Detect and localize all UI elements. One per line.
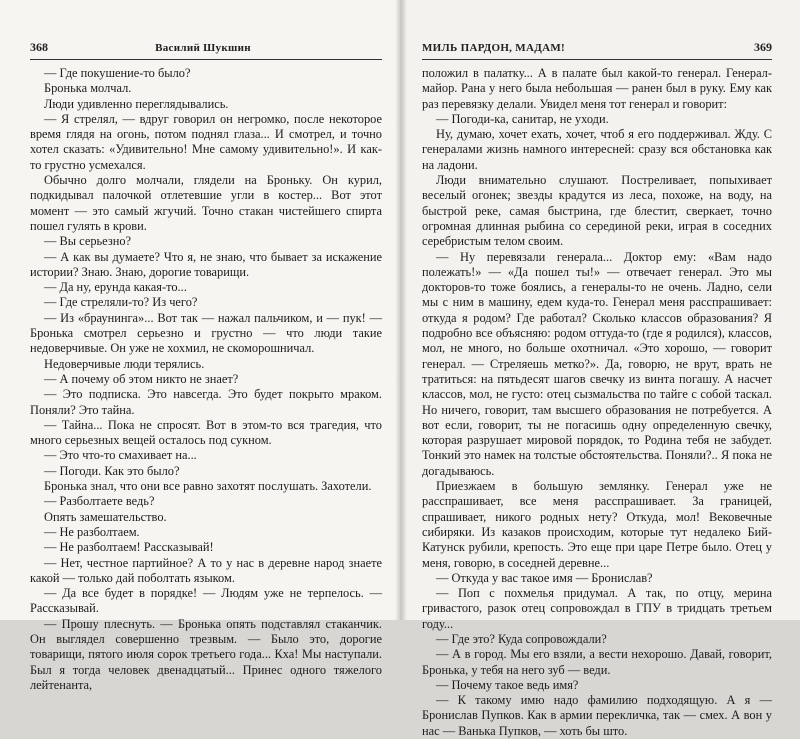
paragraph: — Я стрелял, — вдруг говорил он негромко, после некоторое время глядя на огонь, потом поднял глаза... И смотрел, и точно хотел сказать: «Удивительно! Мне самому удивительно!». И как-то грустно усмехался. bbox=[30, 111, 382, 172]
paragraph: — Откуда у вас такое имя — Бронислав? bbox=[436, 570, 653, 585]
paragraph: — Где это? Куда сопровождали? bbox=[436, 631, 607, 646]
right-page bbox=[400, 0, 800, 738]
paragraph: Опять замешательство. bbox=[44, 509, 167, 524]
paragraph: — Вы серьезно? bbox=[44, 234, 132, 249]
right-page-header bbox=[422, 40, 772, 60]
paragraph: — Да ну, ерунда какая-то... bbox=[44, 280, 187, 295]
paragraph: положил в палатку... А в палате был какой-то генерал. Генерал-майор. Рана у него была небольшая — ранен был в руку. Ему как раз перевязку делали. Увидел меня тот генерал и говорит: bbox=[422, 66, 772, 111]
paragraph: — Разболтаете ведь? bbox=[44, 494, 155, 509]
left-page-header bbox=[30, 40, 382, 60]
paragraph: — Погоди. Как это было? bbox=[44, 463, 180, 478]
left-page-text bbox=[30, 66, 382, 693]
paragraph: Приезжаем в большую землянку. Генерал уже не расспрашивает, все меня расспрашивает. За границей, спрашивает, никого родных нету? Откуда, мол! Вековечные сибиряки. Из казаков происходим, которые тут недалеко Бий-Катунск рубили, крепость. Это еще при царе Петре было. Отец у меня, говорю, в соседней деревне... bbox=[422, 479, 772, 570]
paragraph: Обычно долго молчали, глядели на Броньку. Он курил, подкидывал палочкой отлетевшие угли в костер... Вот этот момент — это самый жгучий. Точно стакан чистейшего спирта пошел гулять в крови. bbox=[30, 173, 382, 233]
paragraph: — Да все будет в порядке! — Людям уже не терпелось. — Рассказывай. bbox=[30, 586, 382, 616]
paragraph: Ну, думаю, хочет ехать, хочет, чтоб я его поддерживал. Жду. С генералами жизнь намного интересней: сразу вся обстановка как на ладони. bbox=[422, 127, 772, 172]
right-page-text bbox=[422, 66, 772, 739]
paragraph: — Погоди-ка, санитар, не уходи. bbox=[436, 111, 609, 126]
running-head: МИЛЬ ПАРДОН, МАДАМ! bbox=[422, 42, 565, 54]
paragraph: — Где покушение-то было? bbox=[44, 66, 191, 80]
left-page bbox=[0, 0, 400, 692]
paragraph: — Где стреляли-то? Из чего? bbox=[44, 295, 198, 310]
paragraph: — Почему такое ведь имя? bbox=[436, 677, 579, 692]
page-number: 368 bbox=[30, 40, 48, 54]
paragraph: — Поп с похмелья придумал. А так, по отцу, мерина гривастого, разок отец сопровождал в ГПУ в тридцать третьем году... bbox=[422, 586, 772, 631]
paragraph: Недоверчивые люди терялись. bbox=[44, 356, 205, 371]
paragraph: — Нет, честное партийное? А то у нас в деревне народ знаете какой — только дай поболтать языком. bbox=[30, 555, 382, 585]
paragraph: — Тайна... Пока не спросят. Вот в этом-то вся трагедия, что много серьезных вещей осталось под сукном. bbox=[30, 417, 382, 448]
running-head: Василий Шукшин bbox=[155, 42, 251, 54]
paragraph: — К такому имю надо фамилию подходящую. А я — Бронислав Пупков. Как в армии перекличка, так — смех. А вон у нас — Ванька Пупков, — хоть бы што. bbox=[422, 693, 772, 738]
book-gutter bbox=[395, 0, 407, 620]
paragraph: — А в город. Мы его взяли, а вести нехорошо. Давай, говорит, Бронька, у тебя на него зуб — веди. bbox=[422, 647, 772, 677]
page-number: 369 bbox=[754, 40, 772, 54]
paragraph: Люди внимательно слушают. Постреливает, попыхивает веселый огонек; звезды крадутся из леса, похоже, на воду, на быстрой реке, самая быстрина, где блестит, сверкает, точно огромная длинная рыбина со серединой реки, играя в соседних серебристым телом своим. bbox=[422, 173, 772, 249]
paragraph: Бронька знал, что они все равно захотят послушать. Захотели. bbox=[44, 479, 372, 494]
paragraph: — Это что-то смахивает на... bbox=[44, 448, 197, 463]
paragraph: Бронька молчал. bbox=[44, 81, 132, 96]
paragraph: — А почему об этом никто не знает? bbox=[44, 371, 239, 386]
paragraph: — Из «браунинга»... Вот так — нажал пальчиком, и — пук! — Бронька смотрел серьезно и грустно — что люди такие недоверчивые. Он уже не хохмил, не скоморошничал. bbox=[30, 310, 382, 356]
paragraph: — Ну перевязали генерала... Доктор ему: «Вам надо полежать!» — «Да пошел ты!» — отвечает генерал. Это мы докторов-то тоже боялись, а генералы-то не очень. Ладно, сели мы с ним в машину, едем куда-то. Генерал меня расспрашивает: откуда я родом? Где работал? Сколько классов образования? Я подробно все объясняю: родом оттуда-то (где я родился), классов, мол, не много, но больше охотничал. «Это хорошо, — говорит генерал. — Стреляешь метко?». Да, говорю, не врут, врать не тратиться: на пятьдесят шагов свечку из винта погашу. А насчет классов, мол, не густо: отец сызмальства по тайге с собой таскал. Но ничего, говорит, там высшего образования не потребуется. А вот если, говорит, ты не погасишь одну определенную свечку, которая разрушает мировой порядок, то Родина тебя не забудет. Тонкий это намек на толстые обстоятельства. Поняли?.. Я пока не догадываюсь. bbox=[422, 249, 772, 478]
paragraph: — А как вы думаете? Что я, не знаю, что бывает за искажение истории? Знаю. Знаю, дорогие товарищи. bbox=[30, 249, 382, 279]
paragraph: — Это подписка. Это навсегда. Это будет покрыто мраком. Поняли? Это тайна. bbox=[30, 387, 382, 417]
paragraph: — Не разболтаем! Рассказывай! bbox=[44, 540, 214, 555]
paragraph: Люди удивленно переглядывались. bbox=[44, 96, 229, 111]
paragraph: — Прошу плеснуть. — Бронька опять подставлял стаканчик. Он выглядел совершенно трезвым. — Было это, дорогие товарищи, пятого июля сорок третьего года... Кха! Мы наступали. Был я тогда человек двенадцатый... Принес одного тяжелого лейтенанта, bbox=[30, 616, 382, 692]
paragraph: — Не разболтаем. bbox=[44, 524, 140, 539]
